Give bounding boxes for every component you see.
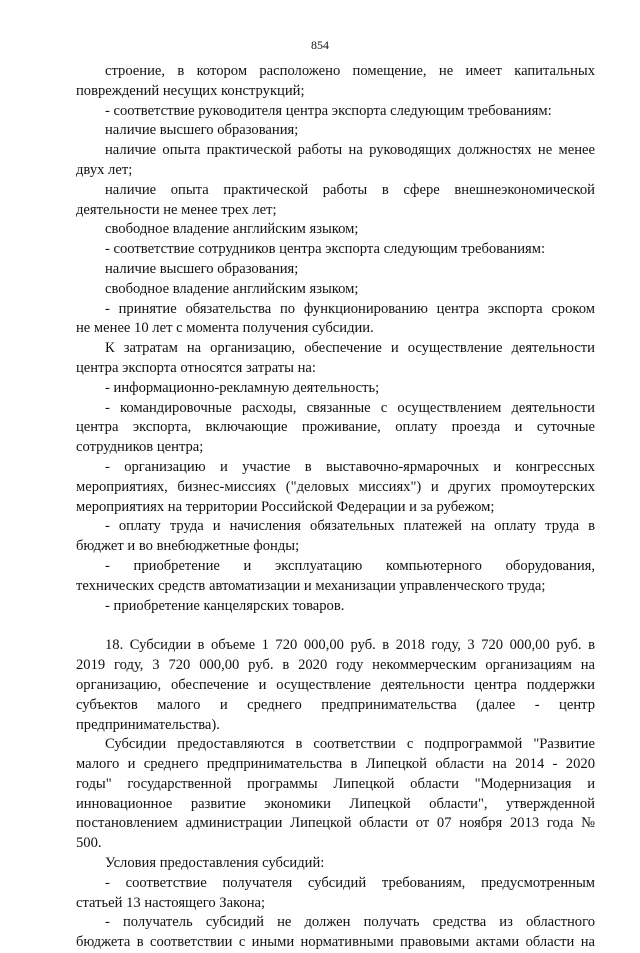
- text-line: 500.: [76, 835, 102, 852]
- text-line: - принятие обязательства по функционированию центра экспорта сроком: [105, 300, 595, 317]
- page-number: 854: [311, 38, 329, 52]
- text-line: бюджет и во внебюджетные фонды;: [76, 538, 300, 555]
- text-line: бюджета в соответствии с иными нормативными правовыми актами области на: [76, 934, 595, 951]
- text-line: - соответствие получателя субсидий требованиям, предусмотренным: [105, 874, 595, 891]
- text-line: - приобретение и эксплуатацию компьютерного оборудования,: [105, 557, 595, 574]
- text-line: наличие высшего образования;: [105, 122, 299, 139]
- text-line: мероприятиях, бизнес-миссиях ("деловых миссиях") и других промоутерских: [76, 478, 595, 495]
- text-line: наличие опыта практической работы в сфере внешнеэкономической: [105, 181, 595, 198]
- text-line: мероприятиях на территории Российской Федерации и за рубежом;: [76, 498, 495, 515]
- text-line: инновационное развитие экономики Липецкой области", утвержденной: [76, 795, 595, 812]
- text-line: наличие высшего образования;: [105, 260, 299, 277]
- text-line: наличие опыта практической работы на руководящих должностях не менее: [105, 142, 595, 159]
- text-line: деятельности не менее трех лет;: [76, 201, 277, 218]
- paragraph-gap: [76, 616, 595, 636]
- text-line: предпринимательства).: [76, 716, 220, 733]
- text-line: малого и среднего предпринимательства в Липецкой области на 2014 - 2020: [76, 756, 595, 773]
- text-line: строение, в котором расположено помещение, не имеет капитальных: [105, 63, 595, 79]
- text-line: К затратам на организацию, обеспечение и осуществление деятельности: [105, 340, 595, 357]
- text-line: сотрудников центра;: [76, 439, 204, 456]
- text-line: организацию, обеспечение и осуществление деятельности центра поддержки: [76, 676, 595, 693]
- text-line: - получатель субсидий не должен получать средства из областного: [105, 914, 595, 931]
- text-line: центра экспорта, включающие проживание, оплату проезда и суточные: [76, 419, 595, 436]
- text-line: двух лет;: [76, 161, 133, 178]
- document-body: [76, 62, 595, 953]
- text-line: статьей 13 настоящего Закона;: [76, 894, 266, 911]
- text-line: центра экспорта относятся затраты на:: [76, 359, 316, 376]
- text-line: - приобретение канцелярских товаров.: [105, 597, 345, 614]
- text-line: свободное владение английским языком;: [105, 280, 359, 297]
- text-line: - организацию и участие в выставочно-ярмарочных и конгрессных: [105, 458, 595, 475]
- text-line: - соответствие руководителя центра экспорта следующим требованиям:: [105, 102, 552, 119]
- text-line: - информационно-рекламную деятельность;: [105, 379, 380, 396]
- text-line: - оплату труда и начисления обязательных платежей на оплату труда в: [105, 518, 595, 535]
- text-line: Субсидии предоставляются в соответствии с подпрограммой "Развитие: [105, 736, 595, 753]
- text-line: годы" государственной программы Липецкой области "Модернизация и: [76, 775, 595, 792]
- text-line: постановлением администрации Липецкой области от 07 ноября 2013 года №: [76, 815, 595, 832]
- text-line: - командировочные расходы, связанные с осуществлением деятельности: [105, 399, 595, 416]
- text-line: не менее 10 лет с момента получения субсидии.: [76, 320, 374, 337]
- text-line: субъектов малого и среднего предпринимательства (далее - центр: [76, 696, 595, 713]
- text-line: свободное владение английским языком;: [105, 221, 359, 238]
- text-line: 2019 году, 3 720 000,00 руб. в 2020 году некоммерческим организациям на: [76, 657, 595, 674]
- text-line: технических средств автоматизации и механизации управленческого труда;: [76, 577, 546, 594]
- text-line: повреждений несущих конструкций;: [76, 82, 305, 99]
- text-line: - соответствие сотрудников центра экспорта следующим требованиям:: [105, 241, 546, 258]
- text-line: Условия предоставления субсидий:: [105, 855, 325, 872]
- text-line: 18. Субсидии в объеме 1 720 000,00 руб. в 2018 году, 3 720 000,00 руб. в: [105, 637, 595, 654]
